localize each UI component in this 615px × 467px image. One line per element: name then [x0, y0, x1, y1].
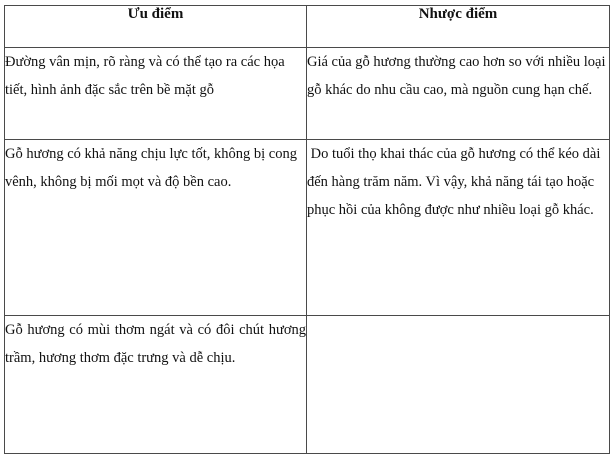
table-row: [5, 140, 610, 316]
header-row: [5, 6, 610, 48]
advantage-cell: [5, 140, 307, 316]
header-disadvantages: Nhược điểm: [307, 6, 610, 48]
disadvantage-text: Do tuổi thọ khai thác của gỗ hương có thể kéo dài đến hàng trăm năm. Vì vậy, khả năng tái tạo hoặc phục hồi của không được như nhiều loại gỗ khác.: [307, 146, 604, 218]
advantage-cell: [5, 316, 307, 454]
table-row: [5, 316, 610, 454]
table-row: [5, 48, 610, 140]
advantage-text: Đường vân mịn, rõ ràng và có thể tạo ra các họa tiết, hình ảnh đặc sắc trên bề mặt gỗ: [5, 54, 285, 98]
disadvantage-cell-empty: [307, 316, 610, 454]
header-advantages: Ưu điểm: [5, 6, 307, 48]
advantage-cell: [5, 48, 307, 140]
pros-cons-table: [4, 5, 610, 454]
advantage-text: Gỗ hương có khả năng chịu lực tốt, không bị cong vênh, không bị mối mọt và độ bền cao.: [5, 146, 297, 190]
disadvantage-cell: [307, 48, 610, 140]
disadvantage-text: Giá của gỗ hương thường cao hơn so với nhiều loại gỗ khác do nhu cầu cao, mà nguồn cung hạn chế.: [307, 54, 606, 98]
advantage-text: Gỗ hương có mùi thơm ngát và có đôi chút hương trầm, hương thơm đặc trưng và dễ chịu.: [5, 322, 306, 366]
disadvantage-cell: [307, 140, 610, 316]
